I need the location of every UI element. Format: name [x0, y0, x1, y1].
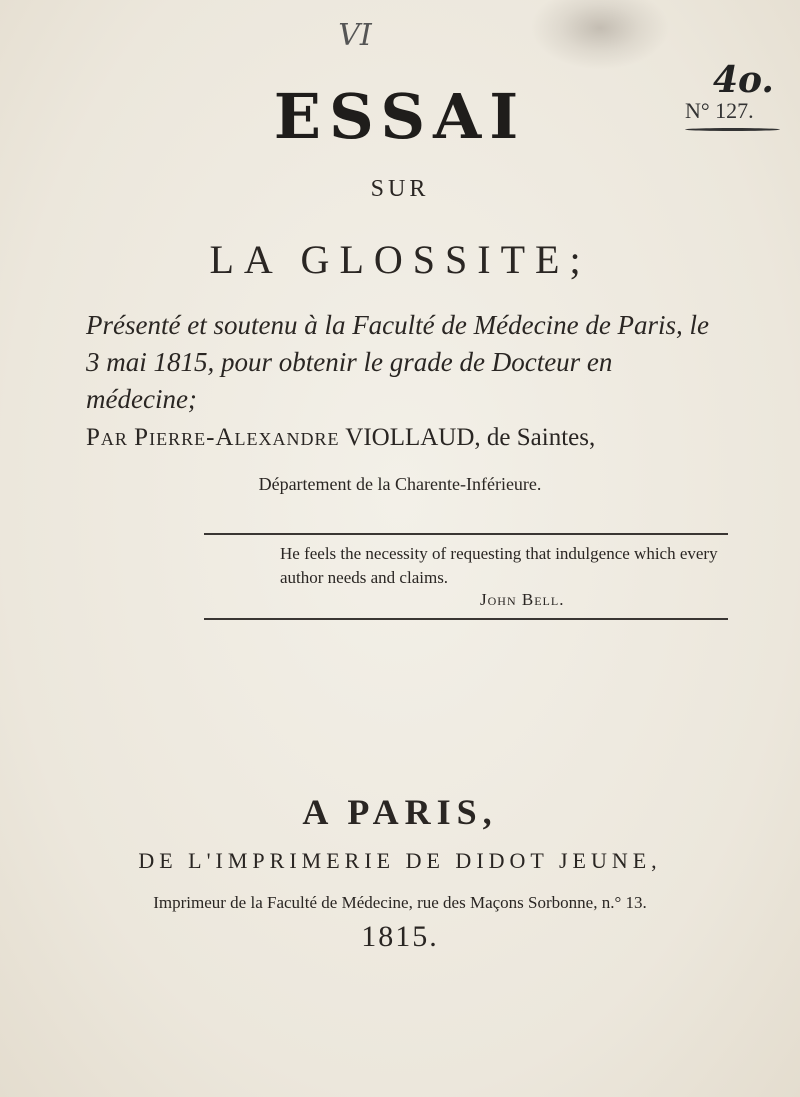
epigraph-text: He feels the necessity of requesting that indulgence which every author needs and claims.: [280, 544, 718, 587]
imprint-printer-detail: Imprimeur de la Faculté de Médecine, rue des Maçons Sorbonne, n.° 13.: [153, 893, 647, 912]
library-stamp: [530, 0, 670, 70]
epigraph-rule-bottom: [204, 618, 728, 620]
call-number-printed: N° 127.: [685, 98, 754, 123]
epigraph-rule-top: [204, 533, 728, 535]
imprint-year: 1815.: [361, 920, 439, 953]
call-number-underline: [685, 128, 780, 131]
imprint-printer: DE L'IMPRIMERIE DE DIDOT JEUNE,: [138, 848, 662, 873]
author-given-names: Pierre-Alexandre: [134, 424, 340, 451]
author-prefix: Par: [86, 424, 128, 451]
title-sur: SUR: [370, 176, 430, 202]
title-essai: ESSAI: [273, 80, 527, 153]
epigraph-attribution: John Bell.: [480, 590, 565, 609]
manuscript-mark: VI: [338, 18, 372, 53]
presentation-statement: Présenté et soutenu à la Faculté de Médecine de Paris, le 3 mai 1815, pour obtenir le grade de Docteur en médecine;: [86, 310, 710, 414]
call-number: [685, 59, 795, 131]
title-subject: LA GLOSSITE;: [209, 237, 591, 282]
call-number-handwritten: 4o.: [713, 59, 774, 101]
author-line: [86, 424, 766, 452]
author-surname: VIOLLAUD: [345, 424, 475, 451]
imprint-city: A PARIS,: [302, 792, 498, 832]
author-department: Département de la Charente-Inférieure.: [258, 474, 542, 494]
author-origin: , de Saintes,: [474, 424, 596, 451]
